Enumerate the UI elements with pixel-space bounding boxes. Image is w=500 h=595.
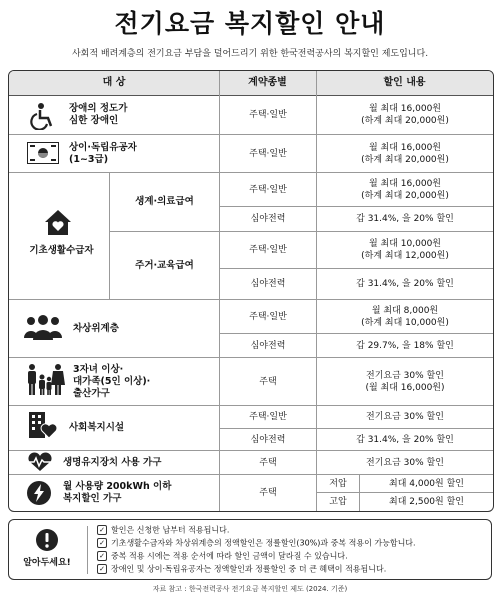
basic-label: 기초생활수급자	[29, 245, 94, 256]
people-group-icon	[23, 314, 63, 342]
flag-icon	[27, 142, 59, 164]
family-discount: 전기요금 30% 할인 (월 최대 16,000원)	[365, 370, 445, 393]
notice-label: 알아두세요!	[23, 558, 71, 568]
basic-sub1-discount2: 갑 31.4%, 을 20% 할인	[356, 214, 454, 224]
family-icon	[25, 363, 65, 397]
page-title: 전기요금 복지할인 안내	[114, 9, 386, 38]
basic-sub1-contract1: 주택·일반	[249, 184, 287, 195]
basic-sub1-contract2: 심야전력	[250, 214, 286, 224]
nearpoor-contract1: 주택·일반	[249, 311, 287, 322]
heartbeat-icon	[25, 452, 55, 472]
header-target: 대 상	[9, 71, 219, 95]
wheelchair-icon	[29, 102, 57, 130]
house-heart-icon	[43, 208, 73, 236]
notice-box	[8, 519, 492, 580]
discount-table	[8, 70, 494, 512]
notice-item: ✓ 장애인 및 상이·독립유공자는 정액할인과 정률할인 중 더 큰 혜택이 적용됩니다.	[97, 564, 386, 575]
nearpoor-discount1: 월 최대 8,000원 (하계 최대 10,000원)	[361, 305, 449, 328]
summer-tier1: 저압	[329, 478, 347, 489]
disabled-contract: 주택·일반	[249, 110, 287, 120]
welfare-contract1: 주택·일반	[249, 412, 287, 422]
family-label: 3자녀 이상· 대가족(5인 이상)· 출산가구	[73, 363, 151, 399]
nearpoor-contract2: 심야전력	[250, 340, 286, 351]
basic-sub1-discount1: 월 최대 16,000원 (하계 최대 20,000원)	[361, 178, 449, 201]
basic-sub2-discount1: 월 최대 10,000원 (하계 최대 12,000원)	[361, 239, 449, 261]
notice-item: ✓ 기초생활수급자와 차상위계층의 정액할인은 정률할인(30%)과 중복 적용이 가능합니다.	[97, 538, 416, 549]
merit-discount: 월 최대 16,000원 (하계 최대 20,000원)	[361, 142, 449, 165]
welfare-discount1: 전기요금 30% 할인	[366, 412, 444, 422]
lifesupport-discount: 전기요금 30% 할인	[366, 457, 444, 468]
exclamation-icon	[35, 528, 59, 552]
lifesupport-contract: 주택	[259, 457, 277, 468]
disabled-discount: 월 최대 16,000원 (하계 최대 20,000원)	[361, 104, 449, 126]
disabled-label: 장애의 정도가 심한 장애인	[69, 103, 128, 126]
basic-sub1-label: 생계·의료급여	[135, 196, 194, 207]
lifesupport-label: 생명유지장치 사용 가구	[63, 456, 162, 468]
welfare-label: 사회복지시설	[69, 422, 125, 433]
check-icon: ✓	[97, 551, 107, 561]
nearpoor-label: 차상위계층	[73, 322, 119, 334]
summer-tier2: 고압	[329, 497, 347, 507]
summer-discount1: 최대 4,000원 할인	[389, 478, 464, 489]
nearpoor-discount2: 갑 29.7%, 을 18% 할인	[356, 340, 454, 351]
check-icon: ✓	[97, 525, 107, 535]
header-discount: 할인 내용	[316, 71, 493, 95]
header-contract: 계약종별	[219, 71, 316, 95]
basic-sub2-label: 주거·교육급여	[135, 259, 194, 271]
check-icon: ✓	[97, 538, 107, 548]
building-heart-icon	[27, 410, 57, 440]
basic-sub2-discount2: 갑 31.4%, 을 20% 할인	[356, 279, 454, 289]
family-contract: 주택	[259, 376, 277, 387]
welfare-contract2: 심야전력	[250, 434, 286, 445]
basic-sub2-contract2: 심야전력	[250, 279, 286, 289]
merit-contract: 주택·일반	[249, 148, 287, 159]
summer-discount2: 최대 2,500원 할인	[389, 497, 464, 507]
merit-label: 상이·독립유공자 (1~3급)	[69, 141, 137, 165]
source-note: 자료 참고 : 한국전력공사 전기요금 복지할인 제도 (2024. 기준)	[152, 585, 348, 593]
check-icon: ✓	[97, 564, 107, 574]
page-subtitle: 사회적 배려계층의 전기요금 부담을 덜어드리기 위한 한국전력공사의 복지할인 제도입니다.	[71, 49, 429, 59]
notice-item: ✓ 중복 적용 시에는 적용 순서에 따라 할인 금액이 달라질 수 있습니다.	[97, 551, 348, 562]
notice-item: ✓ 할인은 신청한 납부터 적용됩니다.	[97, 525, 229, 536]
summer-contract: 주택	[259, 488, 277, 498]
welfare-discount2: 갑 31.4%, 을 20% 할인	[356, 434, 454, 445]
summer-label: 월 사용량 200kWh 이하 복지할인 가구	[63, 481, 172, 504]
basic-sub2-contract1: 주택·일반	[249, 245, 287, 255]
lightning-icon	[26, 480, 52, 506]
